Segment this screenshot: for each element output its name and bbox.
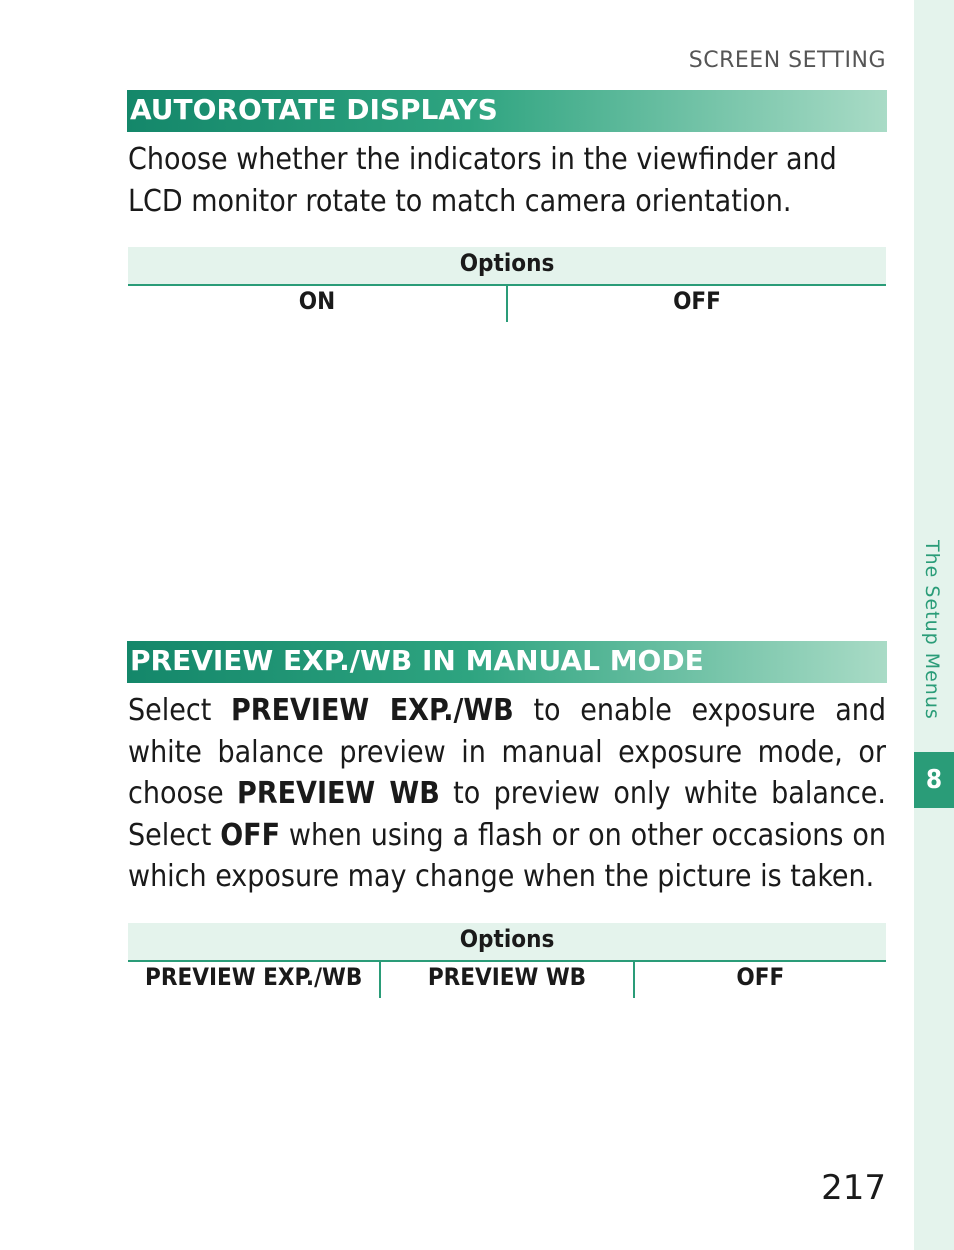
page-number: 217 — [821, 1168, 886, 1208]
section-heading-autorotate — [127, 90, 887, 132]
options-table-preview — [128, 923, 886, 998]
options-header: Options — [128, 923, 886, 962]
chapter-sidebar-label — [905, 540, 954, 740]
text-run: to enable exposure and white balance preview in manual exposure mode, or choose — [128, 693, 886, 811]
section-body-autorotate: Choose whether the indicators in the viewfinder and LCD monitor rotate to match camera orientation. — [128, 142, 837, 219]
text-run: Select — [128, 693, 232, 728]
chapter-number-tab: 8 — [914, 752, 954, 808]
section-body-preview — [128, 690, 886, 898]
section-title: AUTOROTATE DISPLAYS — [130, 93, 498, 126]
option-preview-wb: PREVIEW WB — [379, 962, 632, 998]
text-run: to preview only white balance. Select — [128, 776, 886, 853]
section-title: PREVIEW EXP./WB IN MANUAL MODE — [130, 644, 704, 677]
section-heading-preview — [127, 641, 887, 683]
option-off: OFF — [633, 962, 886, 998]
text-run: when using a flash or on other occasions on which exposure may change when the picture is taken. — [128, 817, 886, 894]
options-header: Options — [128, 247, 886, 286]
options-row — [128, 962, 886, 998]
term-off: OFF — [220, 817, 281, 853]
term-preview-exp-wb: PREVIEW EXP./WB — [231, 693, 514, 728]
options-table-autorotate — [128, 247, 886, 322]
option-on: ON — [298, 287, 336, 315]
option-preview-exp-wb: PREVIEW EXP./WB — [145, 963, 363, 991]
chapter-title: The Setup Menus — [921, 540, 943, 720]
term-preview-wb: PREVIEW WB — [237, 776, 440, 811]
running-head: SCREEN SETTING — [688, 48, 886, 73]
options-row — [128, 286, 886, 322]
option-off: OFF — [506, 286, 886, 322]
